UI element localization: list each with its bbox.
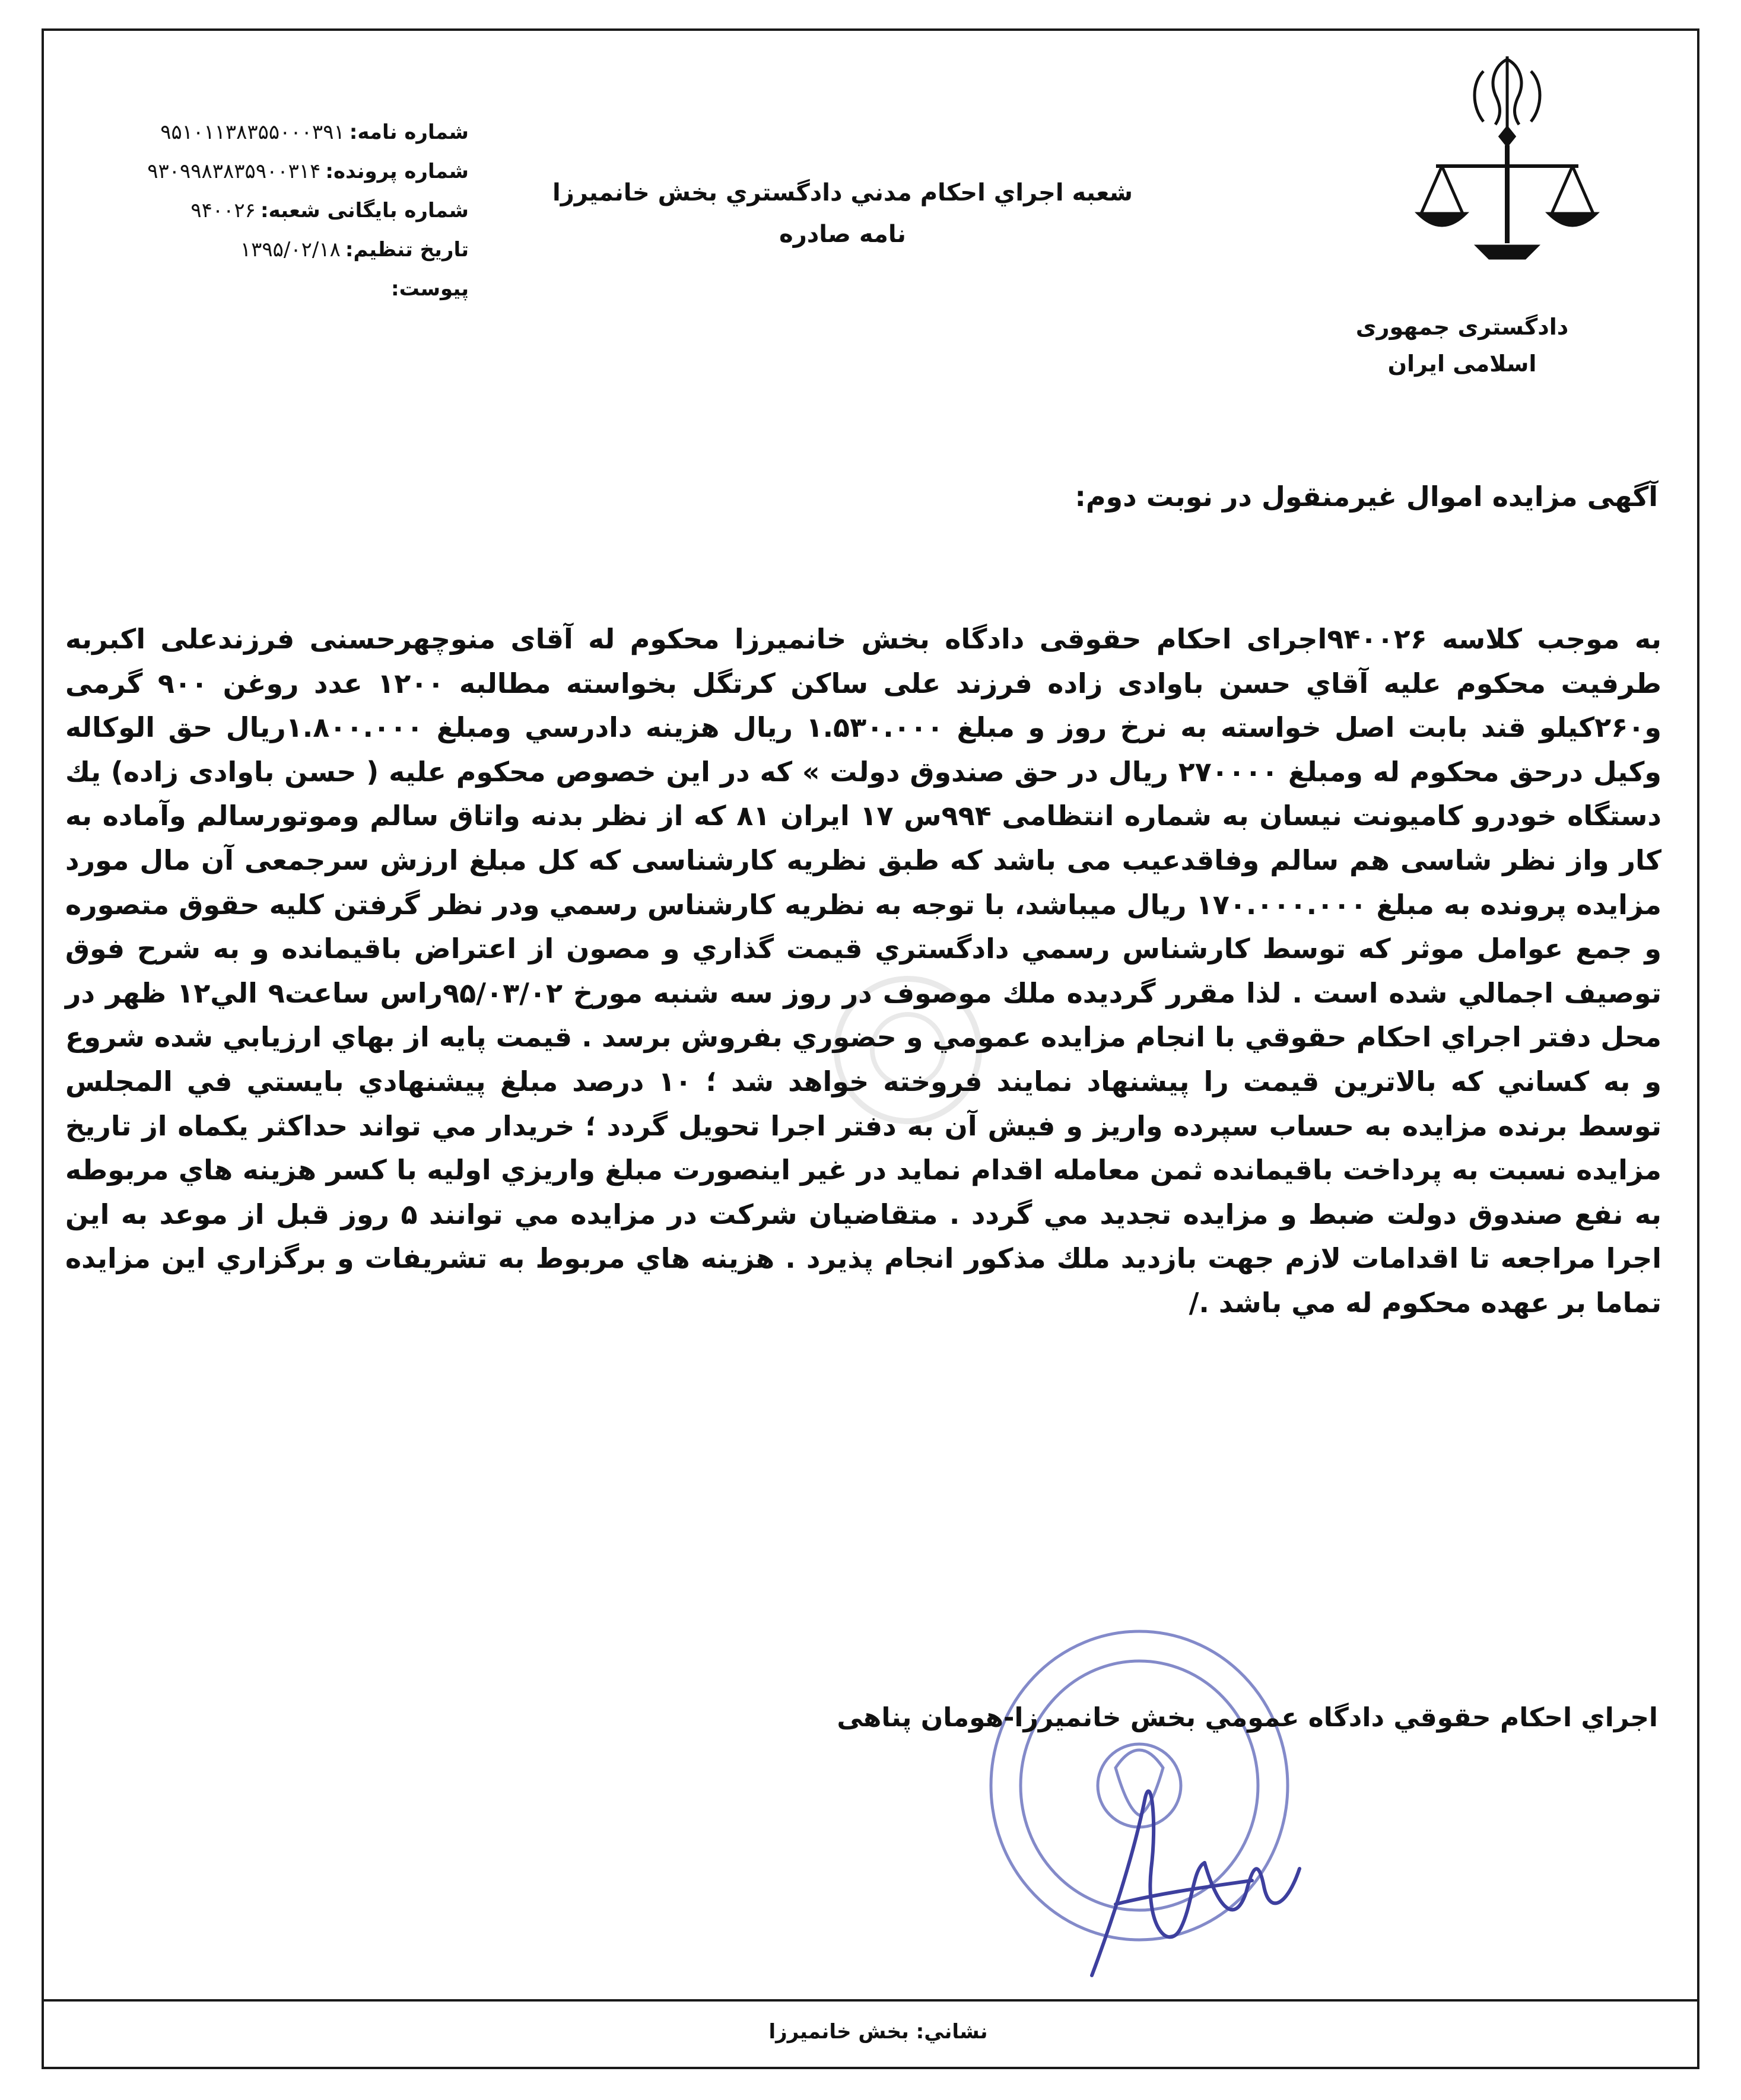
letter-number-label: شماره نامه: bbox=[349, 120, 469, 144]
branch-header bbox=[463, 172, 1222, 255]
case-number-label: شماره پرونده: bbox=[325, 160, 469, 183]
date-value: ۱۳۹۵/۰۲/۱۸ bbox=[240, 238, 341, 262]
letter-metadata bbox=[101, 113, 469, 308]
branch-title: شعبه اجراي احكام مدني دادگستري بخش خانميرزا bbox=[552, 179, 1133, 206]
court-name: دادگستری جمهوری اسلامی ایران bbox=[1355, 314, 1569, 377]
archive-number: ۹۴۰۰۲۶ bbox=[190, 199, 256, 222]
letter-number-row bbox=[101, 113, 469, 152]
archive-number-row bbox=[101, 191, 469, 230]
attachment-row bbox=[101, 269, 469, 308]
letter-number: ۹۵۱۰۱۱۳۸۳۵۵۰۰۰۳۹۱ bbox=[160, 120, 345, 144]
notice-title: آگهی مزایده اموال غیرمنقول در نوبت دوم: bbox=[1075, 481, 1658, 513]
attachment-label: پیوست: bbox=[391, 277, 469, 301]
date-label: تاریخ تنظیم: bbox=[345, 238, 469, 262]
archive-number-label: شماره بایگانی شعبه: bbox=[260, 199, 469, 222]
footer-divider bbox=[44, 1999, 1697, 2002]
case-number: ۹۳۰۹۹۸۳۸۳۵۹۰۰۳۱۴ bbox=[147, 160, 321, 183]
iran-emblem-scales-icon bbox=[1406, 47, 1608, 273]
notice-body: به موجب کلاسه ۹۴۰۰۲۶اجرای احکام حقوقی دادگاه بخش خانمیرزا محکوم له آقای منوچهرحسنی فرزندعلی اکبربه طرفیت محکوم علیه آقاي حسن باوادی زاده فرزند علی ساکن کرتگل بخواسته مطالبه ۱۲۰۰ عدد روغن ۹۰۰ گرمی و۲۶۰کیلو قند بابت اصل خواسته به نرخ روز و مبلغ ۱.۵۳۰.۰۰۰ ریال هزینه دادرسي ومبلغ ۱.۸۰۰.۰۰۰ریال حق الوکاله وکیل درحق محکوم له ومبلغ ۲۷۰۰۰۰ ریال در حق صندوق دولت » كه در این خصوص محکوم علیه ( حسن باوادی زاده) يك دستگاه خودرو کامیونت نیسان به شماره انتظامی ۹۹۴س ۱۷ ایران ۸۱ که از نظر بدنه واتاق سالم وموتورسالم وآماده به کار واز نظر شاسی هم سالم وفاقدعیب می باشد که طبق نظریه کارشناسی که کل مبلغ ارزش سرجمعی آن مال مورد مزایده پرونده به مبلغ ۱۷۰.۰۰۰.۰۰۰ ریال میباشد، با توجه به نظریه کارشناس رسمي ودر نظر گرفتن كليه حقوق متصوره و جمع عوامل موثر كه توسط كارشناس رسمي دادگستري قيمت گذاري و مصون از اعتراض باقيمانده و به شرح فوق توصيف اجمالي شده است . لذا مقرر گرديده ملك موصوف در روز سه شنبه مورخ ۹۵/۰۳/۰۲راس ساعت۹ الي۱۲ ظهر در محل دفتر اجراي احكام حقوقي با انجام مزايده عمومي و حضوري بفروش برسد . قيمت پايه از بهاي ارزيابي شده شروع و به كساني كه بالاترين قيمت را پيشنهاد نمايند فروخته خواهد شد ؛ ۱۰ درصد مبلغ پيشنهادي بايستي في المجلس توسط برنده مزايده به حساب سپرده واريز و فيش آن به دفتر اجرا تحويل گردد ؛ خريدار مي تواند حداكثر يكماه از تاريخ مزايده نسبت به پرداخت باقيمانده ثمن معامله اقدام نمايد در غير اينصورت مبلغ واريزي اوليه با كسر هزينه هاي مربوطه به نفع صندوق دولت ضبط و مزايده تجديد مي گردد . متقاضيان شركت در مزايده مي توانند ۵ روز قبل از موعد به اين اجرا مراجعه تا اقدامات لازم جهت بازديد ملك مذكور انجام پذيرد . هزينه هاي مربوط به تشريفات و برگزاري اين مزايده تماما بر عهده محكوم له مي باشد ./ bbox=[65, 623, 1662, 1319]
doc-type: نامه صادره bbox=[779, 221, 906, 248]
case-number-row bbox=[101, 152, 469, 191]
footer-address: نشاني: بخش خانميرزا bbox=[768, 2020, 988, 2044]
handwritten-signature bbox=[1056, 1750, 1341, 1999]
date-row bbox=[101, 230, 469, 269]
signature-line: اجراي احكام حقوقي دادگاه عمومي بخش خانميرزا-هومان پناهی bbox=[837, 1703, 1658, 1733]
